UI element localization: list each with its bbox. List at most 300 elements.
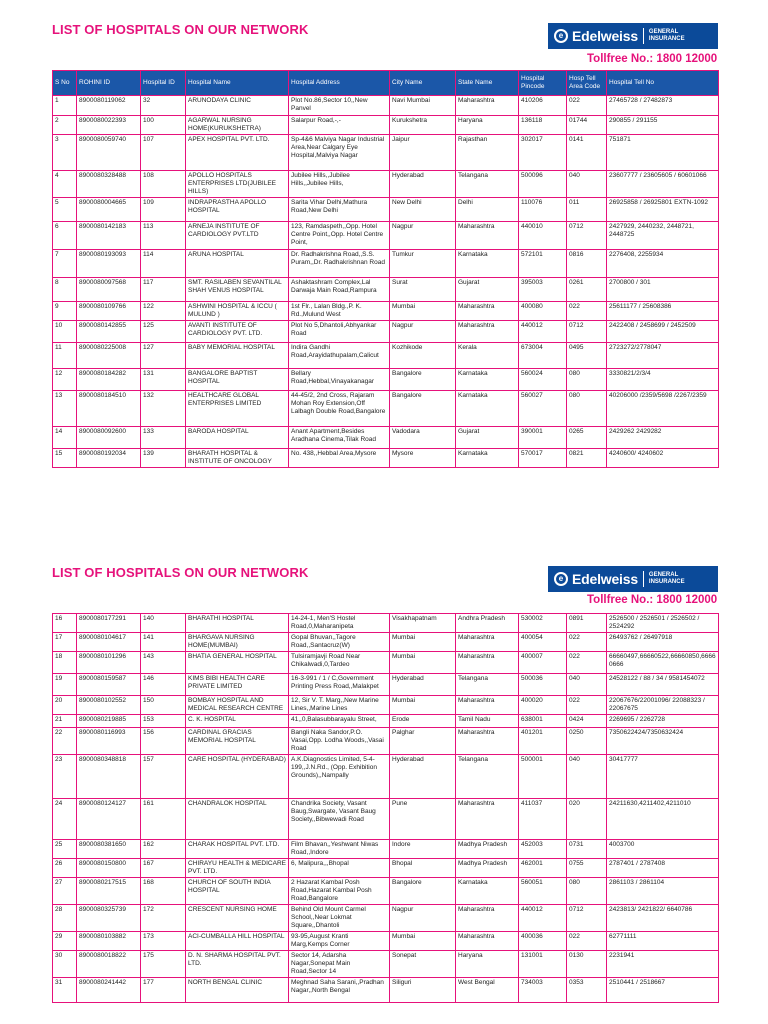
table-cell: Plot No 5,Dhantoli,Abhyankar Road xyxy=(289,321,390,343)
table-cell: 132 xyxy=(141,391,186,427)
table-cell: 14-24-1, Men'S Hostel Road,0,Maharanipeta xyxy=(289,614,390,633)
table-cell: 25 xyxy=(53,840,77,859)
table-cell: 3 xyxy=(53,135,77,171)
table-cell: 452003 xyxy=(519,840,567,859)
table-cell: Bangalore xyxy=(390,369,456,391)
edelweiss-logo-icon: e xyxy=(554,572,568,586)
table-cell: 3330821/2/3/4 xyxy=(607,369,719,391)
table-cell: 93-95,August Kranti Marg,Kemps Corner xyxy=(289,932,390,951)
table-cell: 6 xyxy=(53,222,77,250)
table-cell: 7 xyxy=(53,250,77,278)
table-cell: 123, Ramdaspeth,,Opp. Hotel Centre Point,,Opp. Hotel Centre Point, xyxy=(289,222,390,250)
table-cell: 0261 xyxy=(567,278,607,302)
table-row xyxy=(53,391,719,427)
table-cell: 2427929, 2440232, 2448721, 2448725 xyxy=(607,222,719,250)
table-cell: Rajasthan xyxy=(456,135,519,171)
table-cell: 411037 xyxy=(519,799,567,840)
table-cell: Vadodara xyxy=(390,427,456,449)
column-header: State Name xyxy=(456,71,519,96)
table-cell: C. K. HOSPITAL xyxy=(186,715,289,728)
table-cell: A.K.Diagnostics Limited, 5-4-199,,J.N.Rd., (Opp. Exhibition Grounds),,Nampally xyxy=(289,755,390,799)
table-cell: Nagpur xyxy=(390,321,456,343)
table-cell: CARE HOSPITAL (HYDERABAD) xyxy=(186,755,289,799)
table-cell: 26 xyxy=(53,859,77,878)
table-cell: 0755 xyxy=(567,859,607,878)
table-cell: 8900080103882 xyxy=(77,932,141,951)
table-cell: 290855 / 291155 xyxy=(607,116,719,135)
table-cell: 4 xyxy=(53,171,77,198)
table-cell: Karnataka xyxy=(456,250,519,278)
table-cell: 143 xyxy=(141,652,186,674)
table-cell: SMT. RASILABEN SEVANTILAL SHAH VENUS HOSPITAL xyxy=(186,278,289,302)
table-cell: 8900080101296 xyxy=(77,652,141,674)
table-cell: 131 xyxy=(141,369,186,391)
table-cell: 17 xyxy=(53,633,77,652)
table-cell: 440012 xyxy=(519,321,567,343)
table-cell: Hyderabad xyxy=(390,755,456,799)
table-cell: Indore xyxy=(390,840,456,859)
table-cell: 20 xyxy=(53,696,77,715)
table-cell: Karnataka xyxy=(456,369,519,391)
table-row xyxy=(53,171,719,198)
table-cell: 560027 xyxy=(519,391,567,427)
table-cell: 167 xyxy=(141,859,186,878)
column-header: Hospital Address xyxy=(289,71,390,96)
tollfree-number: Tollfree No.: 1800 12000 xyxy=(587,53,718,65)
table-cell: 2422408 / 2458699 / 2452509 xyxy=(607,321,719,343)
table-row xyxy=(53,696,719,715)
column-header: Hospital ID xyxy=(141,71,186,96)
logo-divider xyxy=(643,28,644,44)
table-cell: 560051 xyxy=(519,878,567,905)
table-cell: 16-3-991 / 1 / C,Government Printing Press Road,,Malakpet xyxy=(289,674,390,696)
table-cell: ARUNODAYA CLINIC xyxy=(186,96,289,116)
table-cell: 107 xyxy=(141,135,186,171)
table-cell: 22067676/22001096/ 22088323 / 22067675 xyxy=(607,696,719,715)
table-cell: Maharashtra xyxy=(456,696,519,715)
table-cell: 2429262 2429282 xyxy=(607,427,719,449)
table-cell: 131001 xyxy=(519,951,567,978)
table-cell: 8900080381650 xyxy=(77,840,141,859)
table-cell: 0265 xyxy=(567,427,607,449)
table-cell: Bhopal xyxy=(390,859,456,878)
table-cell: BHATIA GENERAL HOSPITAL xyxy=(186,652,289,674)
table-row xyxy=(53,369,719,391)
table-cell: 0821 xyxy=(567,449,607,468)
table-cell: 12, Sir V. T. Marg,,New Marine Lines,,Marine Lines xyxy=(289,696,390,715)
brand-name: Edelweiss xyxy=(572,28,638,44)
table-cell: Haryana xyxy=(456,951,519,978)
page-title: LIST OF HOSPITALS ON OUR NETWORK xyxy=(52,565,309,580)
table-row xyxy=(53,859,719,878)
table-cell: Telangana xyxy=(456,755,519,799)
table-cell: Maharashtra xyxy=(456,96,519,116)
table-row xyxy=(53,951,719,978)
table-cell: 0712 xyxy=(567,321,607,343)
table-cell: 022 xyxy=(567,932,607,951)
table-cell: KIMS BIBI HEALTH CARE PRIVATE LIMITED xyxy=(186,674,289,696)
table-cell: 8900080142183 xyxy=(77,222,141,250)
table-row xyxy=(53,222,719,250)
table-cell: Delhi xyxy=(456,198,519,222)
table-cell: 113 xyxy=(141,222,186,250)
table-cell: 8900080328488 xyxy=(77,171,141,198)
table-cell: D. N. SHARMA HOSPITAL PVT. LTD. xyxy=(186,951,289,978)
table-cell: 110076 xyxy=(519,198,567,222)
table-row xyxy=(53,96,719,116)
table-cell: 080 xyxy=(567,369,607,391)
table-cell: Palghar xyxy=(390,728,456,755)
table-cell: Mumbai xyxy=(390,696,456,715)
table-cell: Surat xyxy=(390,278,456,302)
table-cell: 638001 xyxy=(519,715,567,728)
table-cell: AGARWAL NURSING HOME(KURUKSHETRA) xyxy=(186,116,289,135)
table-cell: Maharashtra xyxy=(456,728,519,755)
table-cell: 10 xyxy=(53,321,77,343)
table-row xyxy=(53,932,719,951)
table-cell: Maharashtra xyxy=(456,652,519,674)
table-cell: 28 xyxy=(53,905,77,932)
table-cell: CHURCH OF SOUTH INDIA HOSPITAL xyxy=(186,878,289,905)
table-cell: 734003 xyxy=(519,978,567,1003)
table-cell: 0816 xyxy=(567,250,607,278)
table-cell: 401201 xyxy=(519,728,567,755)
table-cell: Gopal Bhuvan,,Tagore Road,,Santacruz(W) xyxy=(289,633,390,652)
table-cell: Meghnad Saha Sarani,,Pradhan Nagar,,North Bengal xyxy=(289,978,390,1003)
table-cell: 122 xyxy=(141,302,186,321)
table-row xyxy=(53,250,719,278)
table-cell: 100 xyxy=(141,116,186,135)
table-cell: 022 xyxy=(567,633,607,652)
table-cell: 0891 xyxy=(567,614,607,633)
table-cell: Jubilee Hills,,Jubilee Hills,,Jubilee Hills, xyxy=(289,171,390,198)
table-cell: 14 xyxy=(53,427,77,449)
table-cell: 080 xyxy=(567,878,607,905)
table-cell: 32 xyxy=(141,96,186,116)
table-cell: Sp-4&6 Malviya Nagar Industrial Area,Near Calgary Eye Hospital,Malviya Nagar xyxy=(289,135,390,171)
table-cell: 2526500 / 2526501 / 2526502 / 2524292 xyxy=(607,614,719,633)
table-row xyxy=(53,198,719,222)
table-cell: Tamil Nadu xyxy=(456,715,519,728)
table-cell: 440012 xyxy=(519,905,567,932)
table-cell: 2423813/ 2421822/ 6640786 xyxy=(607,905,719,932)
table-cell: 040 xyxy=(567,674,607,696)
table-cell: Gujarat xyxy=(456,427,519,449)
table-cell: 8900080018822 xyxy=(77,951,141,978)
table-cell: 5 xyxy=(53,198,77,222)
table-cell: Nagpur xyxy=(390,905,456,932)
table-cell: Maharashtra xyxy=(456,321,519,343)
table-cell: 25611177 / 25608386 xyxy=(607,302,719,321)
table-cell: AVANTI INSTITUTE OF CARDIOLOGY PVT. LTD. xyxy=(186,321,289,343)
table-cell: Plot No.86,Sector 10,,New Panvel xyxy=(289,96,390,116)
table-cell: 2510441 / 2518667 xyxy=(607,978,719,1003)
table-cell: 410206 xyxy=(519,96,567,116)
table-cell: 8900080109766 xyxy=(77,302,141,321)
table-cell: 390001 xyxy=(519,427,567,449)
table-row xyxy=(53,755,719,799)
table-cell: Maharashtra xyxy=(456,302,519,321)
table-cell: 0250 xyxy=(567,728,607,755)
table-cell: 8900080348818 xyxy=(77,755,141,799)
column-header: S No xyxy=(53,71,77,96)
table-cell: 0712 xyxy=(567,222,607,250)
table-cell: 40206000 /2359/5698 /2267/2359 xyxy=(607,391,719,427)
table-cell: Erode xyxy=(390,715,456,728)
hospital-table xyxy=(52,70,719,468)
table-cell: Hyderabad xyxy=(390,171,456,198)
table-cell: Behind Old Mount Carmel School,,Near Lokmat Square,,Dhantoli xyxy=(289,905,390,932)
table-cell: 500036 xyxy=(519,674,567,696)
table-cell: ACI-CUMBALLA HILL HOSPITAL xyxy=(186,932,289,951)
table-cell: Visakhapatnam xyxy=(390,614,456,633)
table-cell: Pune xyxy=(390,799,456,840)
table-row xyxy=(53,840,719,859)
table-cell: 175 xyxy=(141,951,186,978)
table-cell: Mumbai xyxy=(390,302,456,321)
table-cell: 022 xyxy=(567,302,607,321)
column-header: Hospital Tell No xyxy=(607,71,719,96)
table-cell: 150 xyxy=(141,696,186,715)
table-cell: Maharashtra xyxy=(456,633,519,652)
table-cell: Maharashtra xyxy=(456,222,519,250)
table-row xyxy=(53,633,719,652)
table-cell: Sarita Vihar Delhi,Mathura Road,New Delhi xyxy=(289,198,390,222)
table-cell: 0424 xyxy=(567,715,607,728)
table-cell: BANGALORE BAPTIST HOSPITAL xyxy=(186,369,289,391)
table-cell: BABY MEMORIAL HOSPITAL xyxy=(186,343,289,369)
table-cell: 172 xyxy=(141,905,186,932)
table-cell: 530002 xyxy=(519,614,567,633)
table-cell: 8900080102552 xyxy=(77,696,141,715)
table-cell: 127 xyxy=(141,343,186,369)
table-cell: 570017 xyxy=(519,449,567,468)
table-cell: BARODA HOSPITAL xyxy=(186,427,289,449)
table-cell: No. 438,,Hebbal Area,Mysore xyxy=(289,449,390,468)
edelweiss-logo-icon: e xyxy=(554,29,568,43)
table-cell: 117 xyxy=(141,278,186,302)
table-cell: 020 xyxy=(567,799,607,840)
table-cell: 022 xyxy=(567,696,607,715)
table-cell: 2723272/2778047 xyxy=(607,343,719,369)
table-cell: West Bengal xyxy=(456,978,519,1003)
table-cell: Maharashtra xyxy=(456,905,519,932)
table-cell: Sonepat xyxy=(390,951,456,978)
table-cell: 080 xyxy=(567,391,607,427)
column-header: Hospital Pincode xyxy=(519,71,567,96)
table-cell: 2231941 xyxy=(607,951,719,978)
table-row xyxy=(53,302,719,321)
table-cell: 8900080104617 xyxy=(77,633,141,652)
table-cell: 6, Malipura,,,Bhopal xyxy=(289,859,390,878)
table-cell: 125 xyxy=(141,321,186,343)
table-cell: 2861103 / 2861104 xyxy=(607,878,719,905)
table-cell: 8900080192034 xyxy=(77,449,141,468)
table-cell: Madhya Pradesh xyxy=(456,840,519,859)
column-header: Hospital Name xyxy=(186,71,289,96)
table-cell: 0495 xyxy=(567,343,607,369)
table-cell: 141 xyxy=(141,633,186,652)
table-cell: Mumbai xyxy=(390,652,456,674)
table-cell: 2700800 / 301 xyxy=(607,278,719,302)
table-cell: 8900080059740 xyxy=(77,135,141,171)
table-cell: 21 xyxy=(53,715,77,728)
table-cell: 0130 xyxy=(567,951,607,978)
hospital-table-continued xyxy=(52,613,719,1003)
table-cell: APOLLO HOSPITALS ENTERPRISES LTD(JUBILEE HILLS) xyxy=(186,171,289,198)
column-header: ROHINI ID xyxy=(77,71,141,96)
table-cell: Tumkur xyxy=(390,250,456,278)
table-cell: 8900080184510 xyxy=(77,391,141,427)
table-cell: 24 xyxy=(53,799,77,840)
table-cell: 8900080150800 xyxy=(77,859,141,878)
table-cell: Jaipur xyxy=(390,135,456,171)
table-cell: 26493762 / 26497918 xyxy=(607,633,719,652)
table-cell: 153 xyxy=(141,715,186,728)
table-cell: 31 xyxy=(53,978,77,1003)
table-cell: 0141 xyxy=(567,135,607,171)
table-cell: Dr. Radhakrishna Road,,S.S. Puram,,Dr. Radhakrishnan Road xyxy=(289,250,390,278)
table-cell: Gujarat xyxy=(456,278,519,302)
table-row xyxy=(53,116,719,135)
table-cell: Mumbai xyxy=(390,633,456,652)
table-cell: 2787401 / 2787408 xyxy=(607,859,719,878)
table-cell: Ashaktashram Complex,Lal Darwaja Main Road,Rampura xyxy=(289,278,390,302)
table-cell: 26925858 / 26925801 EXTN-1092 xyxy=(607,198,719,222)
table-cell: Bangalore xyxy=(390,391,456,427)
table-cell: 15 xyxy=(53,449,77,468)
table-cell: 161 xyxy=(141,799,186,840)
brand-logo xyxy=(548,23,718,49)
table-cell: 400080 xyxy=(519,302,567,321)
table-cell: 8900080325739 xyxy=(77,905,141,932)
page-title: LIST OF HOSPITALS ON OUR NETWORK xyxy=(52,22,309,37)
table-cell: CRESCENT NURSING HOME xyxy=(186,905,289,932)
table-cell: Mumbai xyxy=(390,932,456,951)
table-cell: 109 xyxy=(141,198,186,222)
table-cell: NORTH BENGAL CLINIC xyxy=(186,978,289,1003)
table-cell: 8900080225008 xyxy=(77,343,141,369)
table-cell: 13 xyxy=(53,391,77,427)
table-cell: Andhra Pradesh xyxy=(456,614,519,633)
table-cell: 173 xyxy=(141,932,186,951)
table-cell: 2269695 / 2262728 xyxy=(607,715,719,728)
table-cell: 8900080184282 xyxy=(77,369,141,391)
table-cell: New Delhi xyxy=(390,198,456,222)
table-cell: Bellary Road,Hebbal,Vinayakanagar xyxy=(289,369,390,391)
table-cell: Sector 14, Adarsha Nagar,Sonepat Main Road,Sector 14 xyxy=(289,951,390,978)
table-cell: CARDINAL GRACIAS MEMORIAL HOSPITAL xyxy=(186,728,289,755)
table-cell: Indira Gandhi Road,Arayidathupalam,Calicut xyxy=(289,343,390,369)
table-cell: Haryana xyxy=(456,116,519,135)
table-row xyxy=(53,135,719,171)
table-row xyxy=(53,427,719,449)
table-cell: 400036 xyxy=(519,932,567,951)
table-cell: 4240600/ 4240602 xyxy=(607,449,719,468)
table-cell: CHIRAYU HEALTH & MEDICARE PVT. LTD. xyxy=(186,859,289,878)
table-cell: BHARGAVA NURSING HOME(MUMBAI) xyxy=(186,633,289,652)
table-cell: HEALTHCARE GLOBAL ENTERPRISES LIMITED xyxy=(186,391,289,427)
table-cell: 146 xyxy=(141,674,186,696)
table-cell: 400020 xyxy=(519,696,567,715)
table-cell: 114 xyxy=(141,250,186,278)
table-cell: 440010 xyxy=(519,222,567,250)
table-cell: 22 xyxy=(53,728,77,755)
table-cell: 133 xyxy=(141,427,186,449)
table-cell: 1st Flr., Lalan Bldg.,P. K. Rd.,Mulund West xyxy=(289,302,390,321)
table-cell: 140 xyxy=(141,614,186,633)
table-cell: Maharashtra xyxy=(456,799,519,840)
table-row xyxy=(53,321,719,343)
table-cell: Siliguri xyxy=(390,978,456,1003)
table-cell: Chandrika Society, Vasant Baug,Swargate, Vasant Baug Society,,Bibwewadi Road xyxy=(289,799,390,840)
table-cell: 302017 xyxy=(519,135,567,171)
table-cell: 395003 xyxy=(519,278,567,302)
table-cell: 022 xyxy=(567,96,607,116)
table-cell: Bangli Naka Sandor,P.O. Vasai,Opp. Lodha Woods,,Vasai Road xyxy=(289,728,390,755)
table-cell: 0353 xyxy=(567,978,607,1003)
table-cell: 8900080193093 xyxy=(77,250,141,278)
table-cell: 01744 xyxy=(567,116,607,135)
table-cell: 9 xyxy=(53,302,77,321)
table-cell: 29 xyxy=(53,932,77,951)
table-cell: 462001 xyxy=(519,859,567,878)
table-row xyxy=(53,728,719,755)
table-cell: 0712 xyxy=(567,905,607,932)
table-cell: BOMBAY HOSPITAL AND MEDICAL RESEARCH CENTRE xyxy=(186,696,289,715)
table-cell: 27465728 / 27482873 xyxy=(607,96,719,116)
brand-subtitle: GENERAL INSURANCE xyxy=(648,29,685,42)
table-row xyxy=(53,343,719,369)
table-cell: 8900080004665 xyxy=(77,198,141,222)
table-cell: 560024 xyxy=(519,369,567,391)
table-cell: 18 xyxy=(53,652,77,674)
table-row xyxy=(53,614,719,633)
table-cell: 168 xyxy=(141,878,186,905)
table-header xyxy=(53,71,719,96)
table-cell: 24528122 / 88 / 34 / 9581454072 xyxy=(607,674,719,696)
table-cell: 8 xyxy=(53,278,77,302)
table-row xyxy=(53,878,719,905)
table-cell: Telangana xyxy=(456,171,519,198)
table-cell: 8900080177291 xyxy=(77,614,141,633)
table-cell: Kerala xyxy=(456,343,519,369)
table-cell: Nagpur xyxy=(390,222,456,250)
table-cell: ARNEJA INSTITUTE OF CARDIOLOGY PVT.LTD xyxy=(186,222,289,250)
tollfree-number: Tollfree No.: 1800 12000 xyxy=(587,594,718,606)
table-cell: 8900080241442 xyxy=(77,978,141,1003)
table-cell: Film Bhavan,,Yeshwant Niwas Road,,Indore xyxy=(289,840,390,859)
table-cell: 500001 xyxy=(519,755,567,799)
table-cell: Tulsiramjavji Road Near Chikalwadi,0,Tardeo xyxy=(289,652,390,674)
table-cell: 673004 xyxy=(519,343,567,369)
table-cell: Mysore xyxy=(390,449,456,468)
table-cell: 572101 xyxy=(519,250,567,278)
table-cell: 27 xyxy=(53,878,77,905)
table-cell: 44-45/2, 2nd Cross, Rajaram Mohan Roy Extension,Off Lalbagh Double Road,Bangalore xyxy=(289,391,390,427)
table-cell: 108 xyxy=(141,171,186,198)
logo-divider xyxy=(643,571,644,587)
table-cell: 022 xyxy=(567,652,607,674)
table-cell: Maharashtra xyxy=(456,932,519,951)
table-cell: 41,,0,Balasubbarayalu Street, xyxy=(289,715,390,728)
table-row xyxy=(53,905,719,932)
table-cell: 11 xyxy=(53,343,77,369)
table-cell: 66660497,66660522,66660850,66660666 xyxy=(607,652,719,674)
table-cell: 23 xyxy=(53,755,77,799)
table-cell: 8900080142855 xyxy=(77,321,141,343)
table-cell: 16 xyxy=(53,614,77,633)
